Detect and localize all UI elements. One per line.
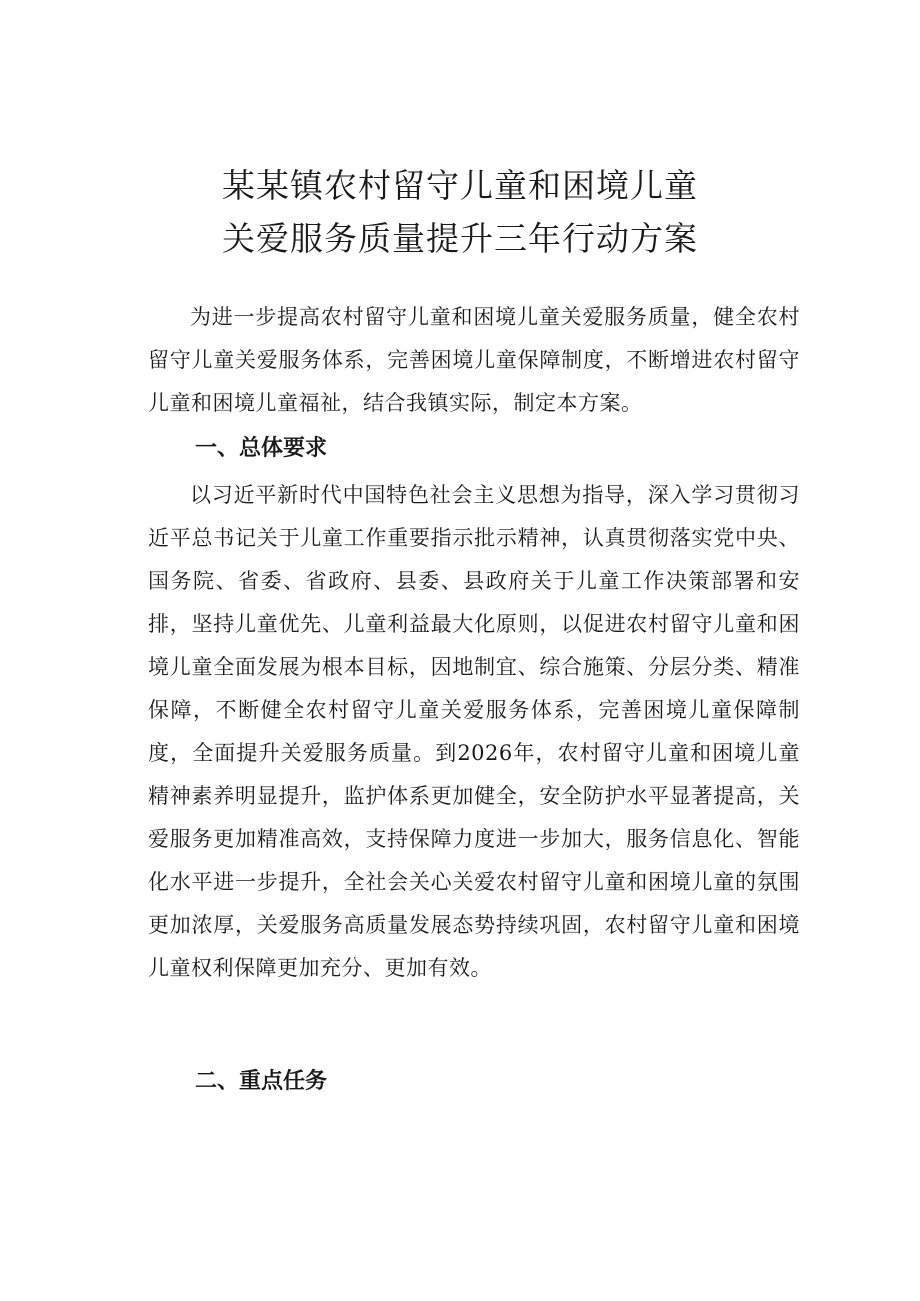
- section-heading-key-tasks: 二、重点任务: [195, 1069, 328, 1094]
- intro-paragraph-block: [148, 296, 800, 425]
- section1-paragraph: 以习近平新时代中国特色社会主义思想为指导，深入学习贯彻习近平总书记关于儿童工作重要指示批示精神，认真贯彻落实党中央、国务院、省委、省政府、县委、县政府关于儿童工作决策部署和安排，坚持儿童优先、儿童利益最大化原则，以促进农村留守儿童和困境儿童全面发展为根本目标，因地制宜、综合施策、分层分类、精准保障，不断健全农村留守儿童关爱服务体系，完善困境儿童保障制度，全面提升关爱服务质量。到2026年，农村留守儿童和困境儿童精神素养明显提升，监护体系更加健全，安全防护水平显著提高，关爱服务更加精准高效，支持保障力度进一步加大，服务信息化、智能化水平进一步提升，全社会关心关爱农村留守儿童和困境儿童的氛围更加浓厚，关爱服务高质量发展态势持续巩固，农村留守儿童和困境儿童权利保障更加充分、更加有效。: [148, 483, 800, 980]
- document-title-line-1: 某某镇农村留守儿童和困境儿童: [222, 166, 698, 205]
- intro-paragraph: 为进一步提高农村留守儿童和困境儿童关爱服务质量，健全农村留守儿童关爱服务体系，完善困境儿童保障制度，不断增进农村留守儿童和困境儿童福祉，结合我镇实际，制定本方案。: [148, 305, 800, 415]
- document-title-line-2: 关爱服务质量提升三年行动方案: [222, 219, 698, 258]
- section1-paragraph-block: [148, 474, 800, 990]
- section-heading-general-requirements: 一、总体要求: [195, 436, 328, 461]
